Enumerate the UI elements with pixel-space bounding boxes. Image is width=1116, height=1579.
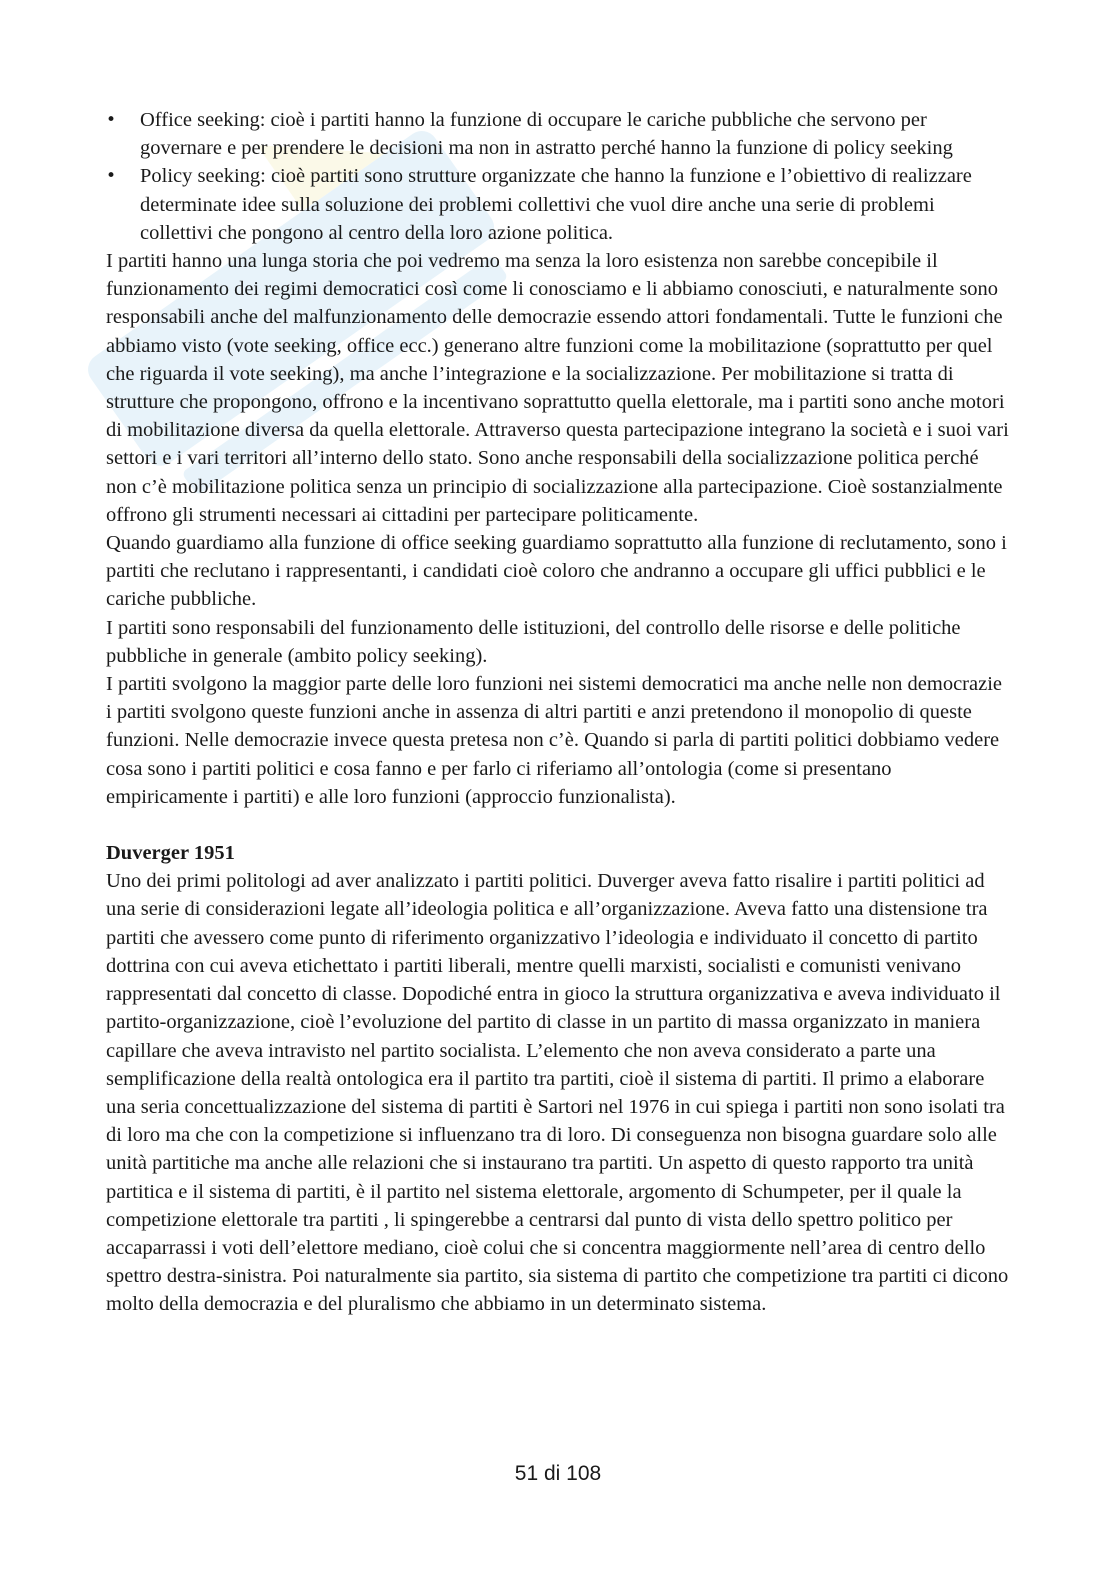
paragraph: I partiti svolgono la maggior parte delle loro funzioni nei sistemi democratici ma anche nelle non democrazie i partiti svolgono queste funzioni anche in assenza di altri partiti e anzi pretendono il monopolio di queste funzioni. Nelle democrazie invece questa pretesa non c’è. Quando si parla di partiti politici dobbiamo vedere cosa sono i partiti politici e cosa fanno e per farlo ci riferiamo all’ontologia (come si presentano empiricamente i partiti) e alle loro funzioni (approccio funzionalista). <box>106 673 1002 808</box>
document-body <box>106 106 1011 1319</box>
bullet-text: Office seeking: cioè i partiti hanno la funzione di occupare le cariche pubbliche che servono per governare e per prendere le decisioni ma non in astratto perché hanno la funzione di policy seeking <box>140 109 953 160</box>
paragraph: Quando guardiamo alla funzione di office seeking guardiamo soprattutto alla funzione di reclutamento, sono i partiti che reclutano i rappresentanti, i candidati cioè coloro che andranno a occupare gli uffici pubblici e le cariche pubbliche. <box>106 532 1007 611</box>
paragraph: I partiti hanno una lunga storia che poi vedremo ma senza la loro esistenza non sarebbe concepibile il funzionamento dei regimi democratici così come li conosciamo e li abbiamo conosciuti, e naturalmente sono responsabili anche del malfunzionamento delle democrazie essendo attori fondamentali. Tutte le funzioni che abbiamo visto (vote seeking, office ecc.) generano altre funzioni come la mobilitazione (soprattutto per quel che riguarda il vote seeking), ma anche l’integrazione e la socializzazione. Per mobilitazione si tratta di strutture che propongono, offrono e la incentivano soprattutto quella elettorale, ma i partiti sono anche motori di mobilitazione diversa da quella elettorale. Attraverso questa partecipazione integrano la società e i suoi vari settori e i vari territori all’interno dello stato. Sono anche responsabili della socializzazione politica perché non c’è mobilitazione politica senza un principio di socializzazione alla partecipazione. Cioè sostanzialmente offrono gli strumenti necessari ai cittadini per partecipare politicamente. <box>106 250 1009 526</box>
section-heading: Duverger 1951 <box>106 842 235 865</box>
page-number: 51 di 108 <box>514 1462 602 1485</box>
bullet-marker: • <box>106 110 117 130</box>
bullet-list <box>106 106 1011 247</box>
paragraph: Uno dei primi politologi ad aver analizzato i partiti politici. Duverger aveva fatto risalire i partiti politici ad una serie di considerazioni legate all’ideologia politica e all’organizzazione. Aveva fatto una distensione tra partiti che avessero come punto di riferimento organizzativo l’ideologia e individuato il concetto di partito dottrina con cui aveva etichettato i partiti liberali, mentre quelli marxisti, socialisti e comunisti venivano rappresentati dal concetto di classe. Dopodiché entra in gioco la struttura organizzativa e aveva individuato il partito-organizzazione, cioè l’evoluzione del partito di classe in un partito di massa organizzato in maniera capillare che aveva intravisto nel partito socialista. L’elemento che non aveva considerato a parte una semplificazione della realtà ontologica era il partito tra partiti, cioè il sistema di partiti. Il primo a elaborare una seria concettualizzazione del sistema di partiti è Sartori nel 1976 in cui spiega i partiti non sono isolati tra di loro ma che con la competizione si influenzano tra di loro. Di conseguenza non bisogna guardare solo alle unità partitiche ma anche alle relazioni che si instaurano tra partiti. Un aspetto di questo rapporto tra unità partitica e il sistema di partiti, è il partito nel sistema elettorale, argomento di Schumpeter, per il quale la competizione elettorale tra partiti , li spingerebbe a centrarsi dal punto di vista dello spettro politico per accaparrassi i voti dell’elettore mediano, cioè colui che si concentra maggiormente nell’area di centro dello spettro destra-sinistra. Poi naturalmente sia partito, sia sistema di partito che competizione tra partiti ci dicono molto della democrazia e del pluralismo che abbiamo in un determinato sistema. <box>106 870 1009 1316</box>
list-item <box>106 106 1011 162</box>
bullet-text: Policy seeking: cioè partiti sono strutture organizzate che hanno la funzione e l’obiettivo di realizzare determinate idee sulla soluzione dei problemi collettivi che vuol dire anche una serie di problemi collettivi che pongono al centro della loro azione politica. <box>140 165 972 244</box>
section-spacer <box>106 811 1011 839</box>
bullet-marker: • <box>106 166 117 187</box>
paragraph: I partiti sono responsabili del funzionamento delle istituzioni, del controllo delle risorse e delle politiche pubbliche in generale (ambito policy seeking). <box>106 616 961 667</box>
list-item <box>106 162 1011 247</box>
